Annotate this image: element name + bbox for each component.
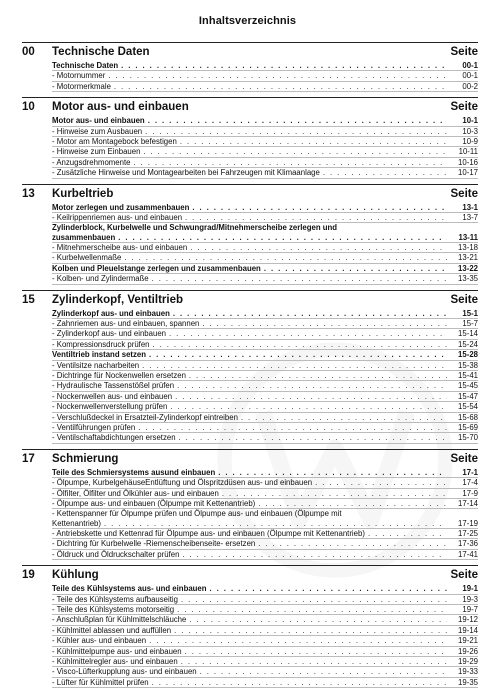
toc-entry[interactable] bbox=[52, 413, 478, 423]
toc-entry-label: - Visco-Lüfterkupplung aus- und einbauen bbox=[52, 667, 197, 677]
dot-leader bbox=[177, 381, 447, 390]
toc-entry[interactable] bbox=[52, 223, 478, 232]
section-number: 19 bbox=[22, 569, 35, 582]
dot-leader bbox=[315, 478, 447, 487]
toc-section bbox=[22, 565, 478, 688]
toc-entry-label: Kettenantrieb) bbox=[52, 518, 101, 528]
toc-entry[interactable] bbox=[52, 350, 478, 360]
table-of-contents bbox=[22, 42, 478, 693]
toc-section bbox=[22, 184, 478, 285]
toc-entry[interactable] bbox=[52, 678, 478, 688]
dot-leader bbox=[181, 595, 447, 604]
toc-entry[interactable] bbox=[52, 82, 478, 92]
toc-entry-page: 15-69 bbox=[458, 422, 478, 432]
dot-leader bbox=[124, 253, 447, 262]
toc-entry-page: 15-45 bbox=[458, 381, 478, 391]
toc-entry-page: 17-14 bbox=[458, 498, 478, 508]
dot-leader bbox=[174, 626, 447, 635]
toc-entry-label: - Verschlußdeckel in Ersatzteil-Zylinderkopf eintreiben bbox=[52, 412, 238, 422]
toc-entry-label: Ventiltrieb instand setzen bbox=[52, 350, 147, 360]
toc-entry[interactable] bbox=[52, 127, 478, 137]
toc-entry-label: - Kompressionsdruck prüfen bbox=[52, 339, 150, 349]
dot-leader bbox=[368, 529, 447, 538]
toc-entry[interactable] bbox=[52, 274, 478, 284]
dot-leader bbox=[149, 350, 447, 359]
toc-entry-label: - Kurbelwellenmaße bbox=[52, 253, 122, 263]
toc-entry-label: - Keilrippenriemen aus- und einbauen bbox=[52, 212, 183, 222]
page-column-label: Seite bbox=[450, 101, 478, 114]
section-number: 13 bbox=[22, 187, 35, 200]
toc-entry[interactable] bbox=[52, 168, 478, 178]
section-heading bbox=[22, 42, 478, 59]
toc-entry-page: 17-9 bbox=[462, 488, 478, 498]
toc-entry-label: - Ölpumpe, KurbelgehäuseEntlüftung und Ölspritzdüsen aus- und einbauen bbox=[52, 478, 313, 488]
dot-leader bbox=[152, 678, 447, 687]
toc-entry[interactable] bbox=[52, 137, 478, 147]
toc-entry[interactable] bbox=[52, 381, 478, 391]
dot-leader bbox=[258, 539, 447, 548]
toc-entry-label: Teile des Schmiersystems ausund einbauen bbox=[52, 467, 216, 477]
toc-entry-page: 13-7 bbox=[462, 212, 478, 222]
dot-leader bbox=[264, 264, 447, 273]
toc-entry[interactable] bbox=[52, 605, 478, 615]
toc-entry[interactable] bbox=[52, 253, 478, 263]
toc-entry-page: 00-1 bbox=[462, 71, 478, 81]
toc-entry[interactable] bbox=[52, 147, 478, 157]
toc-entry-label: - Hinweise zum Ausbauen bbox=[52, 126, 143, 136]
section-title: Technische Daten bbox=[52, 46, 150, 58]
toc-entry-label: - Dichtring für Kurbelwelle -Riemenscheibenseite- ersetzen bbox=[52, 539, 256, 549]
dot-leader bbox=[189, 371, 447, 380]
dot-leader bbox=[210, 584, 447, 593]
toc-entry-label: - Nockenwellenverstellung prüfen bbox=[52, 402, 168, 412]
toc-entry[interactable] bbox=[52, 402, 478, 412]
toc-entry[interactable] bbox=[52, 319, 478, 329]
toc-entry-label: - Dichtringe für Nockenwellen ersetzen bbox=[52, 370, 186, 380]
toc-entry[interactable] bbox=[52, 626, 478, 636]
toc-entry-page: 13-22 bbox=[458, 263, 478, 273]
toc-entry-label: - Zahnriemen aus- und einbauen, spannen bbox=[52, 319, 200, 329]
page-column-label: Seite bbox=[450, 452, 478, 465]
toc-entry-page: 13-1 bbox=[462, 202, 478, 212]
toc-entry[interactable] bbox=[52, 615, 478, 625]
dot-leader bbox=[138, 423, 447, 432]
toc-section bbox=[22, 449, 478, 561]
page-column-label: Seite bbox=[450, 187, 478, 200]
dot-leader bbox=[108, 71, 447, 80]
dot-leader bbox=[114, 82, 447, 91]
dot-leader bbox=[175, 392, 447, 401]
toc-entry-page: 15-24 bbox=[458, 339, 478, 349]
toc-entry[interactable] bbox=[52, 340, 478, 350]
toc-section bbox=[22, 290, 478, 444]
toc-entry-page: 10-1 bbox=[462, 116, 478, 126]
dot-leader bbox=[192, 203, 447, 212]
dot-leader bbox=[177, 605, 447, 614]
toc-entry-label: - Öldruck und Öldruckschalter prüfen bbox=[52, 549, 180, 559]
toc-entry[interactable] bbox=[52, 423, 478, 433]
toc-entry-page: 19-33 bbox=[458, 667, 478, 677]
section-entries bbox=[52, 309, 478, 444]
toc-entry[interactable] bbox=[52, 489, 478, 499]
dot-leader bbox=[241, 413, 447, 422]
toc-entry-label: - Zylinderkopf aus- und einbauen bbox=[52, 329, 166, 339]
toc-entry-label: Zylinderblock, Kurbelwelle und Schwungrad/Mitnehmerscheibe zerlegen und bbox=[52, 223, 338, 233]
toc-entry-label: - Kühlmittelpumpe aus- und einbauen bbox=[52, 646, 182, 656]
toc-entry[interactable] bbox=[52, 264, 478, 274]
toc-entry-label: - Motormerkmale bbox=[52, 81, 111, 91]
section-number: 10 bbox=[22, 101, 35, 114]
toc-entry-label: zusammenbauen bbox=[52, 232, 116, 242]
toc-entry-page: 17-36 bbox=[458, 539, 478, 549]
section-entries bbox=[52, 203, 478, 285]
section-entries bbox=[52, 468, 478, 561]
section-title: Schmierung bbox=[52, 452, 119, 465]
section-entries bbox=[52, 61, 478, 92]
dot-leader bbox=[185, 647, 447, 656]
toc-entry[interactable] bbox=[52, 667, 478, 677]
toc-entry-page: 19-14 bbox=[458, 625, 478, 635]
toc-entry-page: 17-19 bbox=[458, 518, 478, 528]
toc-entry-label: - Ventilführungen prüfen bbox=[52, 422, 136, 432]
section-title: Kühlung bbox=[52, 569, 99, 582]
toc-entry[interactable] bbox=[52, 595, 478, 605]
toc-entry[interactable] bbox=[52, 371, 478, 381]
toc-entry[interactable] bbox=[52, 478, 478, 488]
toc-entry-page: 15-47 bbox=[458, 391, 478, 401]
toc-entry[interactable] bbox=[52, 550, 478, 560]
toc-entry-label: - Ölpumpe aus- und einbauen (Ölpumpe mit Kettenantrieb) bbox=[52, 498, 256, 508]
toc-entry[interactable] bbox=[52, 243, 478, 253]
toc-entry[interactable] bbox=[52, 213, 478, 223]
dot-leader bbox=[179, 433, 447, 442]
dot-leader bbox=[189, 615, 447, 624]
page-title: Inhaltsverzeichnis bbox=[198, 15, 297, 27]
toc-entry-label: - Kolben- und Zylindermaße bbox=[52, 274, 149, 284]
section-heading bbox=[22, 184, 478, 201]
toc-entry-label: - Kettenspanner für Ölpumpe prüfen und Ölpumpe aus- und einbauen (Ölpumpe mit bbox=[52, 509, 342, 519]
toc-entry-page: 19-1 bbox=[462, 584, 478, 594]
toc-entry-label: - Antriebskette und Kettenrad für Ölpumpe aus- und einbauen (Ölpumpe mit Kettenantrieb) bbox=[52, 529, 365, 539]
toc-entry[interactable] bbox=[52, 233, 478, 243]
toc-entry-page: 15-7 bbox=[462, 319, 478, 329]
toc-entry-page: 00-2 bbox=[462, 81, 478, 91]
toc-entry-page: 13-21 bbox=[458, 253, 478, 263]
toc-entry-page: 13-11 bbox=[458, 232, 478, 242]
toc-entry-page: 10-3 bbox=[462, 126, 478, 136]
dot-leader bbox=[121, 61, 447, 70]
toc-entry-page: 15-54 bbox=[458, 402, 478, 412]
toc-entry-page: 13-18 bbox=[458, 243, 478, 253]
toc-entry-page: 10-11 bbox=[458, 147, 478, 157]
toc-entry-label: - Nockenwellen aus- und einbauen bbox=[52, 391, 173, 401]
toc-entry-label: - Kühlmittel ablassen und auffüllen bbox=[52, 625, 172, 635]
toc-entry-label: - Anzugsdrehmomente bbox=[52, 157, 131, 167]
section-heading bbox=[22, 290, 478, 307]
toc-entry[interactable] bbox=[52, 158, 478, 168]
toc-section bbox=[22, 97, 478, 178]
toc-entry-page: 19-12 bbox=[458, 615, 478, 625]
toc-entry-page: 19-3 bbox=[462, 594, 478, 604]
toc-entry-label: - Ventilschaftabdichtungen ersetzen bbox=[52, 433, 176, 443]
toc-entry-page: 10-9 bbox=[462, 136, 478, 146]
toc-entry-label: Teile des Kühlsystems aus- und einbauen bbox=[52, 584, 207, 594]
dot-leader bbox=[173, 309, 447, 318]
dot-leader bbox=[148, 116, 447, 125]
toc-entry-page: 15-1 bbox=[462, 308, 478, 318]
toc-entry[interactable] bbox=[52, 657, 478, 667]
toc-section bbox=[22, 42, 478, 92]
toc-entry-page: 13-35 bbox=[458, 274, 478, 284]
section-entries bbox=[52, 116, 478, 178]
dot-leader bbox=[149, 636, 447, 645]
toc-entry-page: 19-29 bbox=[458, 656, 478, 666]
toc-entry[interactable] bbox=[52, 529, 478, 539]
dot-leader bbox=[202, 319, 447, 328]
dot-leader bbox=[169, 329, 447, 338]
dot-leader bbox=[143, 147, 447, 156]
section-heading bbox=[22, 449, 478, 466]
toc-entry-page: 10-17 bbox=[458, 168, 478, 178]
toc-entry-page: 19-26 bbox=[458, 646, 478, 656]
toc-entry[interactable] bbox=[52, 539, 478, 549]
dot-leader bbox=[190, 243, 447, 252]
dot-leader bbox=[181, 657, 447, 666]
toc-entry-page: 15-70 bbox=[458, 433, 478, 443]
toc-entry[interactable] bbox=[52, 468, 478, 478]
toc-entry-page: 19-35 bbox=[458, 677, 478, 687]
page-column-label: Seite bbox=[450, 293, 478, 306]
toc-entry-label: - Kühlmittelregler aus- und einbauen bbox=[52, 656, 178, 666]
section-title: Zylinderkopf, Ventiltrieb bbox=[52, 293, 183, 306]
toc-entry-label: - Zusätzliche Hinweise und Montagearbeiten bei Fahrzeugen mit Klimaanlage bbox=[52, 168, 320, 178]
toc-entry-page: 19-7 bbox=[462, 605, 478, 615]
toc-entry-label: - Motor am Montagebock befestigen bbox=[52, 136, 177, 146]
toc-entry-label: Kolben und Pleuelstange zerlegen und zusammenbauen bbox=[52, 263, 261, 273]
toc-entry-label: - Motornummer bbox=[52, 71, 106, 81]
section-heading bbox=[22, 97, 478, 114]
toc-entry-page: 17-4 bbox=[462, 478, 478, 488]
toc-entry-page: 15-41 bbox=[458, 370, 478, 380]
toc-entry-page: 17-25 bbox=[458, 529, 478, 539]
toc-entry-page: 19-21 bbox=[458, 636, 478, 646]
section-number: 17 bbox=[22, 452, 35, 465]
toc-entry-label: - Ölfilter, Ölfilter und Ölkühler aus- und einbauen bbox=[52, 488, 219, 498]
toc-entry-page: 15-14 bbox=[458, 329, 478, 339]
toc-entry[interactable] bbox=[52, 361, 478, 371]
page-column-label: Seite bbox=[450, 46, 478, 58]
dot-leader bbox=[145, 127, 447, 136]
toc-entry-label: - Hydraulische Tassenstößel prüfen bbox=[52, 381, 175, 391]
dot-leader bbox=[200, 667, 447, 676]
toc-entry[interactable] bbox=[52, 309, 478, 319]
toc-entry-label: - Teile des Kühlsystems motorseitig bbox=[52, 605, 175, 615]
dot-leader bbox=[185, 213, 447, 222]
dot-leader bbox=[152, 274, 447, 283]
dot-leader bbox=[218, 468, 447, 477]
toc-entry[interactable] bbox=[52, 647, 478, 657]
toc-entry[interactable] bbox=[52, 329, 478, 339]
toc-entry[interactable] bbox=[52, 203, 478, 213]
toc-entry-page: 10-16 bbox=[458, 157, 478, 167]
dot-leader bbox=[258, 499, 447, 508]
toc-entry[interactable] bbox=[52, 509, 478, 518]
dot-leader bbox=[180, 137, 447, 146]
dot-leader bbox=[323, 168, 447, 177]
toc-entry[interactable] bbox=[52, 71, 478, 81]
toc-entry[interactable] bbox=[52, 519, 478, 529]
section-number: 15 bbox=[22, 293, 35, 306]
toc-entry-label: Motor zerlegen und zusammenbauen bbox=[52, 202, 190, 212]
section-number: 00 bbox=[22, 46, 35, 58]
toc-entry[interactable] bbox=[52, 584, 478, 594]
toc-entry-label: Technische Daten bbox=[52, 61, 119, 70]
toc-entry-page: 15-68 bbox=[458, 412, 478, 422]
toc-entry[interactable] bbox=[52, 116, 478, 126]
page-column-label: Seite bbox=[450, 569, 478, 582]
section-title: Kurbeltrieb bbox=[52, 187, 114, 200]
toc-entry-page: 17-41 bbox=[458, 549, 478, 559]
dot-leader bbox=[182, 550, 447, 559]
toc-entry-label: Motor aus- und einbauen bbox=[52, 116, 145, 126]
dot-leader bbox=[222, 489, 447, 498]
section-title: Motor aus- und einbauen bbox=[52, 101, 189, 114]
toc-entry-page: 15-38 bbox=[458, 360, 478, 370]
toc-entry-label: - Lüfter für Kühlmittel prüfen bbox=[52, 677, 149, 687]
dot-leader bbox=[104, 519, 447, 528]
toc-entry-page: 17-1 bbox=[462, 467, 478, 477]
dot-leader bbox=[153, 340, 447, 349]
toc-entry[interactable] bbox=[52, 392, 478, 402]
toc-entry-label: - Ventilsitze nacharbeiten bbox=[52, 360, 140, 370]
toc-entry-label: - Teile des Kühlsystems aufbauseitig bbox=[52, 594, 178, 604]
dot-leader bbox=[170, 402, 447, 411]
section-entries bbox=[52, 584, 478, 688]
toc-entry-label: - Mitnehmerscheibe aus- und einbauen bbox=[52, 243, 188, 253]
dot-leader bbox=[142, 361, 447, 370]
section-heading bbox=[22, 565, 478, 582]
dot-leader bbox=[133, 158, 447, 167]
toc-entry-page: 15-28 bbox=[458, 350, 478, 360]
toc-entry-label: Zylinderkopf aus- und einbauen bbox=[52, 308, 170, 318]
toc-entry-label: - Kühler aus- und einbauen bbox=[52, 636, 147, 646]
dot-leader bbox=[118, 233, 447, 242]
toc-entry-label: - Anschlußplan für Kühlmittelschläuche bbox=[52, 615, 187, 625]
toc-entry-label: - Hinweise zum Einbauen bbox=[52, 147, 141, 157]
toc-entry[interactable] bbox=[52, 499, 478, 509]
toc-entry[interactable] bbox=[52, 61, 478, 71]
toc-entry-page: 00-1 bbox=[462, 61, 478, 70]
toc-entry[interactable] bbox=[52, 433, 478, 443]
toc-entry[interactable] bbox=[52, 636, 478, 646]
